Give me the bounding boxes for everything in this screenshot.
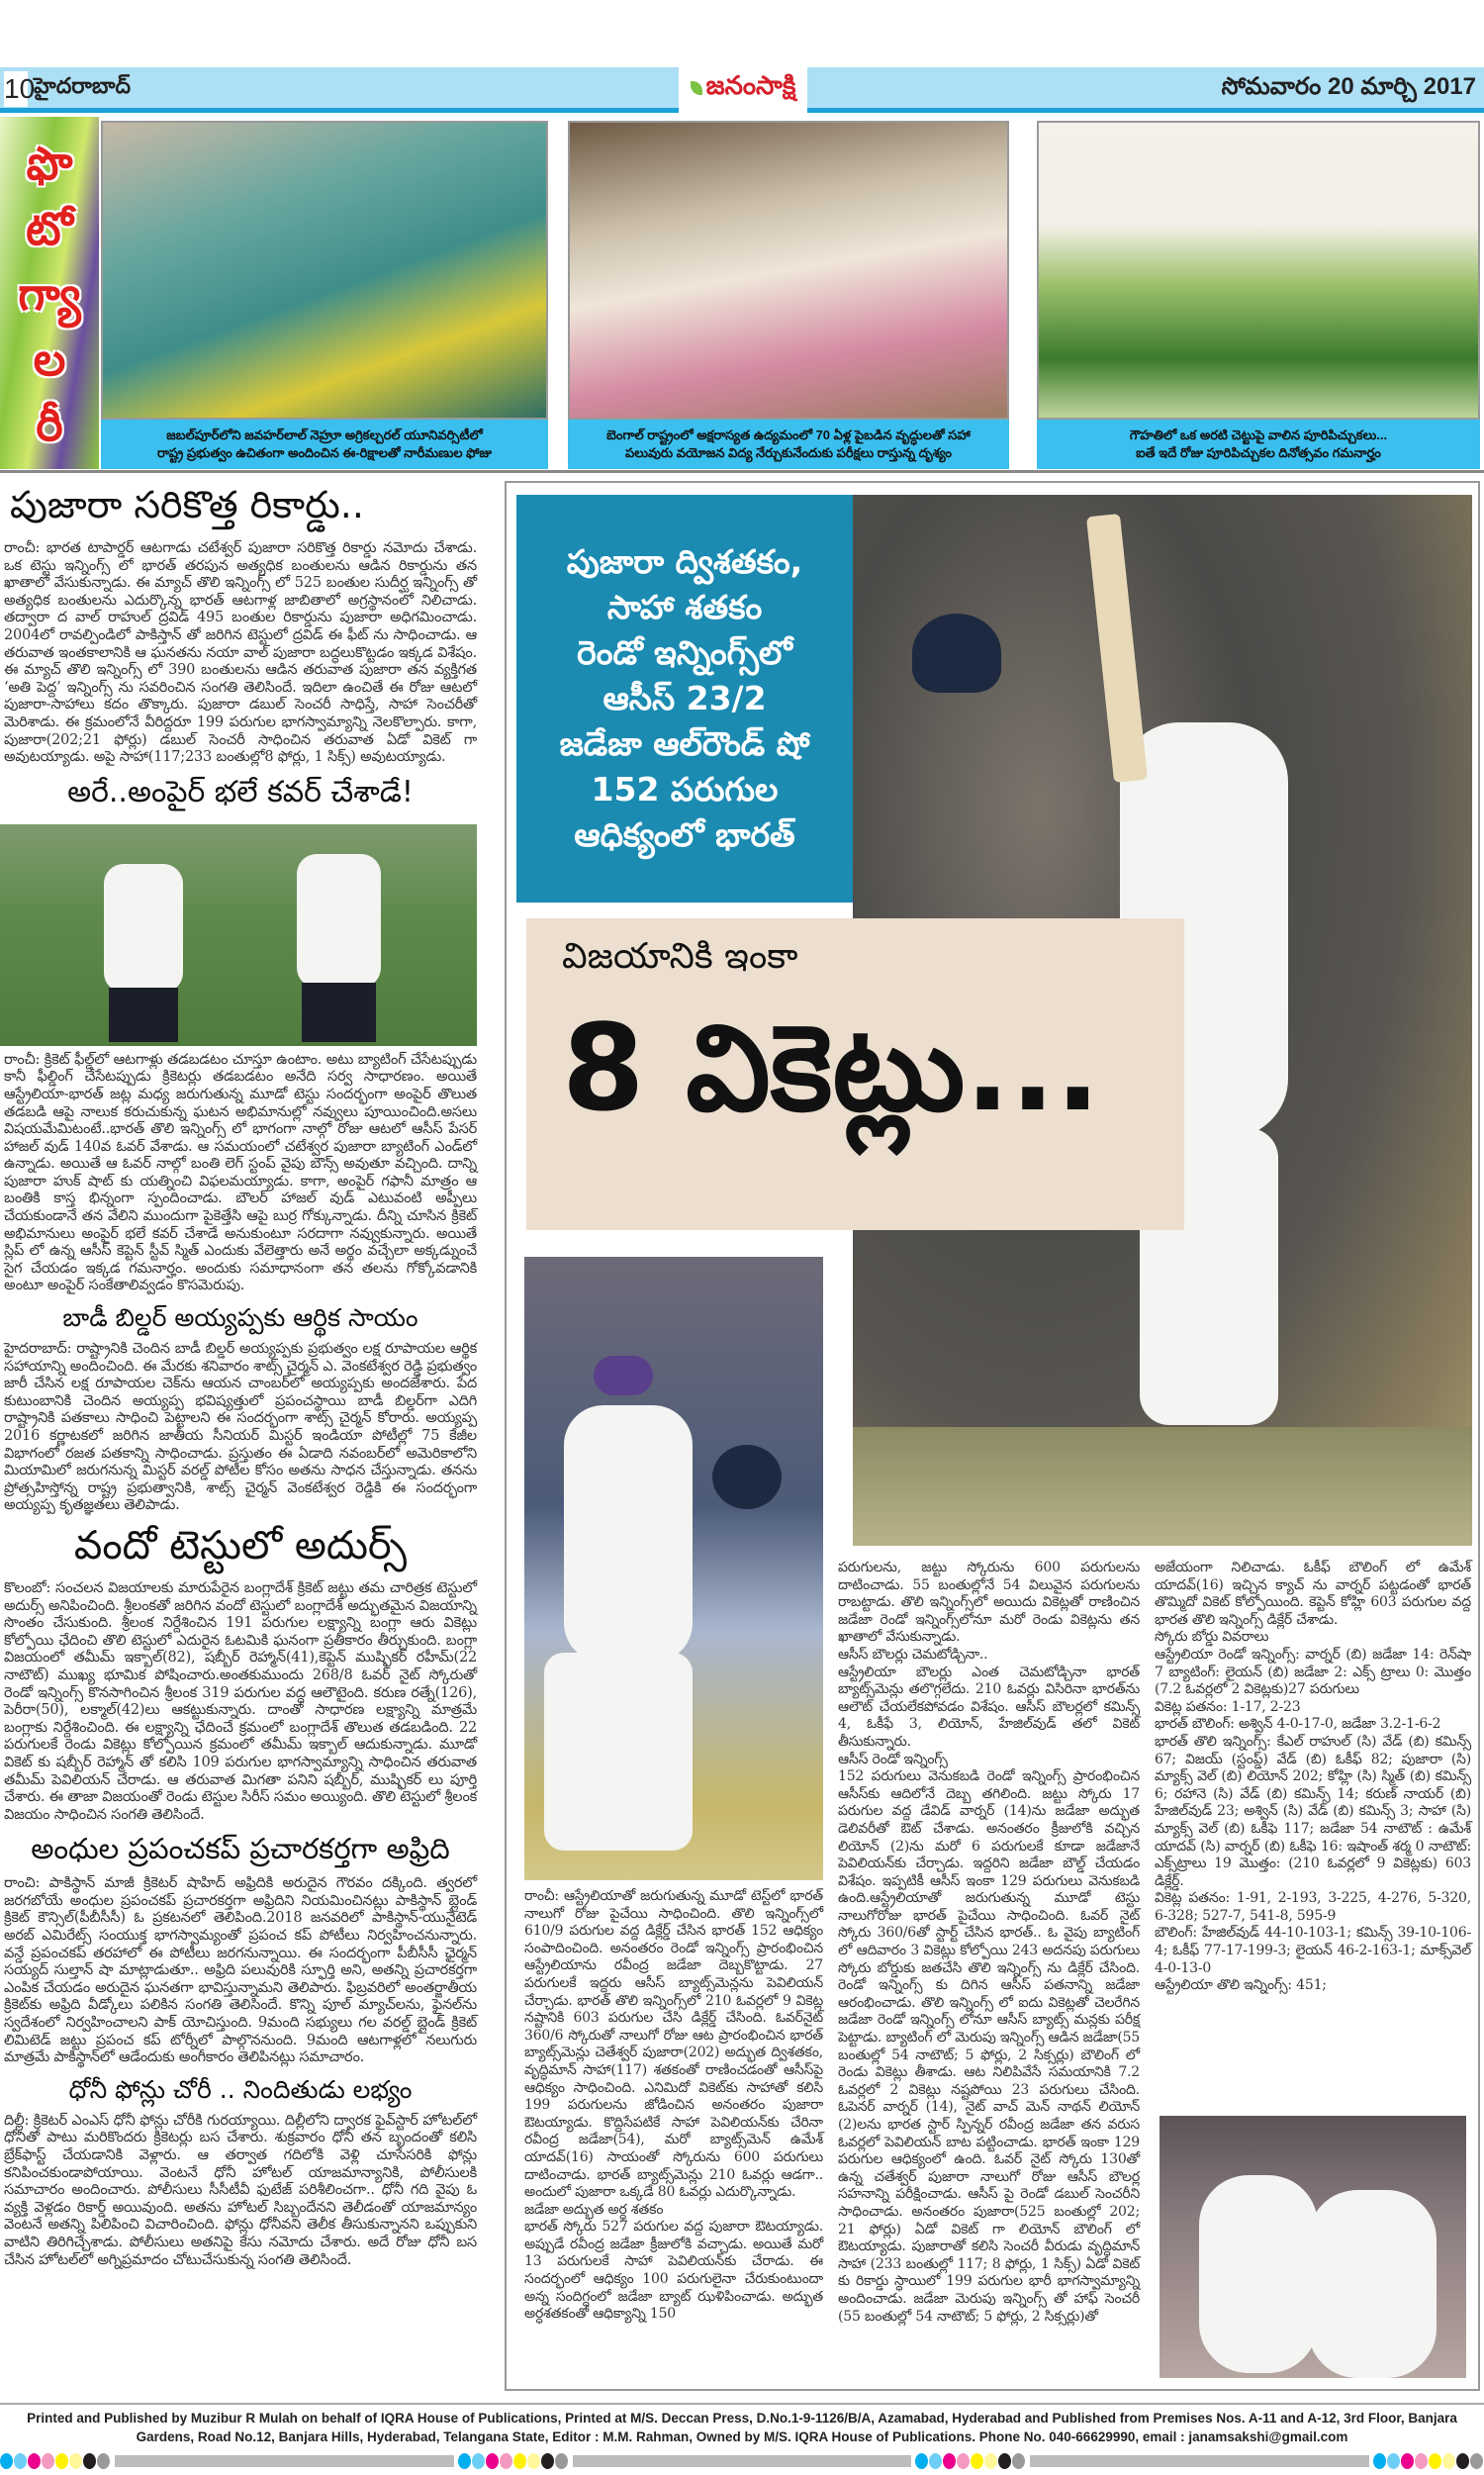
registration-dot (1415, 2453, 1428, 2469)
caption-line: ఐతే ఇదే రోజు పూరిపిచ్చుకల దినోత్సవం గమనార్హం (1136, 445, 1381, 460)
player-legs (544, 1653, 693, 1851)
helmet (912, 614, 1001, 693)
registration-dot (1456, 2453, 1469, 2469)
highlight-line: జడేజా ఆల్‌రౌండ్ షో (559, 724, 810, 763)
article-headline: అంధుల ప్రపంచకప్ ప్రచారకర్తగా అఫ్రిది (31, 1832, 450, 1866)
scorecard-line: భారత్ తొలి ఇన్నింగ్స్: కేఎల్ రాహుల్ (సి) వేడ్ (బి) కమిన్స్ 67; విజయ్ (స్టంప్డ్) వేడ్ (బి) ఓకీఫ్ 82; పుజారా (సి) మ్యాక్స్ వెల్ (బి) లియోన్ 202; కోహ్లి (సి) స్మిత్ (బి) కమిన్స్ 6; రహానె (సి) వేడ్ (బి) కమిన్స్ 14; కరుణ్ నాయర్ (బి) హేజిల్‌వుడ్ 23; అశ్విన్ (సి) వేడ్ (బి) కమిన్స్ 3; సాహా (సి) మ్యాక్స్ వెల్ (బి) ఓకీఫె 117; జడేజా 54 నాటౌట్ : ఉమేశ్ యాదవ్ (సి) వార్నర్ (బి) ఓకీఫె 16: ఇషాంత్ శర్మ 0 నాటౌట్: ఎక్స్‌ట్రాలు 19 మొత్తం: (210 ఓవర్లలో 9 వికెట్లకు) 603 డిక్లేర్డ్. (1155, 1733, 1471, 1889)
registration-dot (458, 2453, 471, 2469)
article-body: రాంచీ: క్రికెట్ ఫీల్డ్‌లో ఆటగాళ్లు తడబడటం చూస్తూ ఉంటాం. అటు బ్యాటింగ్ చేసేటప్పుడు కానీ ఫీల్డింగ్ చేసేటప్పుడు క్రికెటర్లు తడబడటం అనేది సర్వ సాధారణం. అయితే ఆస్ట్రేలియా-భారత్ జట్ల మధ్య జరుగుతున్న మూడో టెస్టు సందర్భంగా అంపైర్ తొలుత తడబడి ఆపై నాలుక కరుచుకున్న ఘటన అభిమానుల్లో నవ్వులు పూయించింది.అసలు విషయమేమిటంటే..భారత్ తొలి ఇన్నింగ్స్ లో భాగంగా నాల్గో రోజు ఆటలో ఆసీస్ పేసర్ హాజల్ వుడ్ 140వ ఓవర్ వేశాడు. ఆ సమయంలో చటేశ్వర పుజారా బ్యాటింగ్ ఎండ్‌లో ఉన్నాడు. అయితే ఆ ఓవర్ నాల్గో బంతి లెగ్ స్టంప్ వైపు బౌన్స్ అవుతూ వచ్చింది. దాన్ని పుజారా హుక్ షాట్ కు యత్నించి విఫలమయ్యాడు. కాగా, అంపైర్ గఫానీ మాత్రం ఆ బంతికి కాస్త భిన్నంగా స్పందించాడు. బౌలర్ హాజల్ వుడ్ ఎటువంటి అప్పీలు చేయకుండానే తన వేలిని ముందుగా పైకెత్తేసి ఆపై బుర్ర గోక్కున్నాడు. దీన్ని చూసిన క్రికెట్ అభిమానులు అంపైర్ భలే కవర్ చేశాడే అనుకుంటూ సరదాగా నవ్వుకున్నారు. అయితే స్లిప్ లో ఉన్న ఆసీస్ కెప్టెన్ స్టీవ్ స్మిత్ ఎందుకు వేలెత్తారు అనే అర్థం వచ్చేలా అక్కడ్నుంచే సైగ చేయడం ఇక్కడ గమనార్హం. అందుకు సమాధానంగా తన తలను గోక్కోవడానికి అంటూ అంపైర్ సంకేతాలివ్వడం కొసమెరుపు. (4, 1051, 477, 1294)
registration-dot (1470, 2453, 1483, 2469)
article-body: రాంచి: పాకిస్థాన్ మాజీ క్రికెటర్ షాహిద్ అఫ్రిదికి అరుదైన గౌరవం దక్కింది. త్వరలో జరగబోయే అంధుల ప్రపంచకప్ ప్రచారకర్తగా అఫ్రిదిని నియమించినట్లు పాకిస్థాన్ బ్లైండ్ క్రికెట్ కౌన్సిల్(పీబీసీసీ) ఓ ప్రకటనలో తెలిపింది.2018 జనవరిలో పాకిస్థాన్-యునైటెడ్ అరబ్ ఎమిరేట్స్ సంయుక్త భాగస్వామ్యంతో ప్రపంచ కప్ పోటీలు నిర్వహించనున్నారు. వన్డే ప్రపంచకప్ తరహాలో ఈ పోటీలు జరగనున్నాయి. ఈ సందర్భంగా పీబీసీసీ ఛైర్మన్ సయ్యద్ సుల్తాన్ షా మాట్లాడుతూ.. అఫ్రిది పలువురికి స్ఫూర్తి అని, అతన్ని ప్రచారకర్తగా ఎంపిక చేయడం అరుదైన ఘనతగా భావిస్తున్నామని తెలిపారు. ఫిబ్రవరిలో అంతర్జాతీయ క్రికెట్‌కు అఫ్రిది వీడ్కోలు పలికిన సంగతి తెలిసిందే. కొన్ని పూల్ మ్యాచ్‌లను, ఫైనల్‌ను స్వదేశంలో నిర్వహించాలని పాక్ యోచిస్తుంది. 9మంది సభ్యులు గల వరల్డ్ బ్లైండ్ క్రికెట్ లిమిటెడ్ జట్టు ప్రపంచ కప్ టోర్నీలో పాల్గొననుంది. 9మంది ఆటగాళ్లలో నలుగురు మాత్రమే పాకిస్థాన్‌లో ఆడేందుకు అంగీకారం తెలిపినట్లు సమాచారం. (4, 1875, 477, 2066)
gallery-label-char: టో (26, 203, 73, 254)
saha-century-photo (524, 1257, 823, 1880)
main-headline-kicker: విజయానికి ఇంకా (562, 936, 798, 977)
cricket-bat (1086, 514, 1148, 783)
gallery-caption (568, 420, 1009, 469)
newspaper-logo (679, 63, 807, 113)
scorecard-line: వికెట్ల పతనం: 1-17, 2-23 (1155, 1698, 1301, 1715)
article-headline: బాడీ బిల్డర్ అయ్యప్పకు ఆర్థిక సాయం (62, 1303, 418, 1333)
article-body: కొలంబో: సంచలన విజయాలకు మారుపేరైన బంగ్లాదేశ్ క్రికెట్ జట్టు తమ చారిత్రక టెస్టులో అదుర్స్ అనిపించింది. శ్రీలంకతో జరిగిన వందో టెస్టులో బంగ్లాదేశ్ అద్భుతమైన విజయాన్ని సొంతం చేసుకుంది. శ్రీలంక నిర్దేశించిన 191 పరుగుల లక్ష్యాన్ని బంగ్లా ఆరు వికెట్లు కోల్పోయి ఛేదించి తొలి టెస్టులో ఎదురైన ఓటమికి ఘనంగా ప్రతీకారం తీర్చుకుంది. బంగ్లా విజయంలో తమీమ్ ఇక్బాల్(82), షబ్బీర్ రెహ్మాన్(41),కెప్టెన్ ముష్ఫికర్ రహీమ్(22 నాటౌట్) ముఖ్య భూమిక పోషించారు.అంతకుముందు 268/8 ఓవర్ నైట్ స్కోరుతో రెండో ఇన్నింగ్స్ కొనసాగించిన శ్రీలంక 319 పరుగుల వద్ద ఆలౌటైంది. కరుణ రత్నే(126), పెరీరా(50), లక్మాల్(42)లు ఆకట్టుకున్నారు. దాంతో సాధారణ లక్ష్యాన్ని మాత్రమే బంగ్లాకు నిర్దేశించింది. ఈ లక్ష్యాన్ని ఛేదించే క్రమంలో బంగ్లాదేశ్ తొలుత తడబడింది. 22 పరుగులకే రెండు వికెట్లు కోల్పోయిన క్రమంలో తమీమ్ ఇక్బాల్ ఆదుకున్నాడు. మూడో వికెట్ కు షబ్బీర్ రెహ్మాన్ తో కలిసి 109 పరుగుల భాగస్వామ్యాన్ని సాధించిన తరువాత తమీమ్ పెవిలియన్ చేరాడు. ఆ తరువాత మిగతా పనిని షబ్బీర్, ముష్ఫికర్ లు పూర్తి చేశారు. ఈ తాజా విజయంతో రెండు టెస్టుల సిరీస్ సమం అయ్యింది. తొలి టెస్టులో శ్రీలంక విజయం సాధించిన సంగతి తెలిసిందే. (4, 1579, 477, 1823)
page-number: 10 (4, 71, 28, 107)
highlight-line: ఆసీస్ 23/2 (603, 679, 767, 717)
gallery-label-char: గ్యా (18, 268, 81, 320)
registration-dot (97, 2453, 110, 2469)
trousers (302, 983, 376, 1042)
story-paragraph: పరుగులను, జట్టు స్కోరును 600 పరుగులను దాటించాడు. 55 బంతుల్లోనే 54 విలువైన పరుగులను రాబట్టాడు. తొలి ఇన్నింగ్స్‌లో అయిదు వికెట్లతో రాణించిన జడేజా రెండో ఇన్నింగ్స్‌లోనూ మరో రెండు వికెట్లను తన ఖాతాలో వేసుకున్నాడు. (838, 1560, 1140, 1646)
scorecard-line: ఆస్ట్రేలియా తొలి ఇన్నింగ్స్: 451; (1155, 1977, 1327, 1994)
scorecard-title: స్కోరు బోర్డు వివరాలు (1155, 1629, 1269, 1646)
story-paragraph: అజేయంగా నిలిచాడు. ఓకీఫ్ బౌలింగ్ లో ఉమేశ్ యాదవ్(16) ఇచ్చిన క్యాచ్ ను వార్నర్ పట్టడంతో భారత్ తొమ్మిదో వికెట్ కోల్పోయింది. కెప్టెన్ కోహ్లి 603 పరుగుల వద్ద భారత తొలి ఇన్నింగ్స్ డిక్లేర్ చేశాడు. (1155, 1560, 1471, 1628)
scorecard-line: వికెట్ల పతనం: 1-91, 2-193, 3-225, 4-276, 5-320, 6-328; 527-7, 541-8, 595-9 (1155, 1890, 1471, 1924)
story-column-1 (524, 1888, 823, 2324)
main-story (505, 481, 1480, 2391)
caption-line: బెంగాల్ రాష్ట్రంలో అక్షరాస్యత ఉద్యమంలో 70 ఏళ్ల పైబడిన వృద్ధులతో సహా (606, 428, 971, 442)
registration-dot (83, 2453, 96, 2469)
caption-line: రాష్ట్ర ప్రభుత్వం ఉచితంగా అందించిన ఈ-రిక్షాలతో నారీమణుల ఫోజు (156, 445, 492, 460)
player-figure (1199, 2175, 1318, 2373)
registration-dot (1429, 2453, 1441, 2469)
registration-dot (1012, 2453, 1025, 2469)
story-subheading: ఆసీస్ బౌలర్లు చెమటోడ్చినా.. (838, 1646, 988, 1663)
registration-dot (500, 2453, 512, 2469)
umpire-figure (297, 854, 381, 988)
page-header (0, 67, 1484, 113)
registration-dot (929, 2453, 942, 2469)
article-headline: అరే..అంపైర్ భలే కవర్ చేశాడే! (67, 774, 414, 809)
story-subheading: ఆసీస్ రెండో ఇన్నింగ్స్ (838, 1751, 948, 1767)
registration-dot (1442, 2453, 1455, 2469)
gallery-label-char: ల (33, 333, 66, 385)
scorecard-line: బౌలింగ్: హేజిల్‌వుడ్ 44-10-103-1; కమిన్స్ 39-10-106-4; ఓకీఫ్ 77-17-199-3; లైయన్ 46-2-163-1; మాక్స్‌వెల్ 4-0-13-0 (1155, 1925, 1471, 1976)
story-paragraph: రాంచీ: ఆస్ట్రేలియాతో జరుగుతున్న మూడో టెస్ట్‌లో భారత్ నాలుగో రోజు పైచేయి సాధించింది. తొలి ఇన్నింగ్స్‌లో 610/9 పరుగుల వద్ద డిక్లేర్డ్ చేసిన భారత్ 152 ఆధిక్యం సంపాదించింది. అనంతరం రెండో ఇన్నింగ్స్ ప్రారంభించిన ఆస్ట్రేలియాను రవీంద్ర జడేజా దెబ్బకొట్టాడు. 27 పరుగులకే ఇద్దరు ఆసీస్ బ్యాట్స్‌మెన్లను పెవిలియన్ చేర్చాడు. భారత్ తొలి ఇన్నింగ్స్‌లో 210 ఓవర్లలో 9 వికెట్ల నష్టానికి 603 పరుగుల చేసి డిక్లేర్డ్ చేసింది. ఓవర్‌నైట్ 360/6 స్కోరుతో నాలుగో రోజు ఆట ప్రారంభించిన భారత్ బ్యాట్స్‌మెన్లు చెతేశ్వర్ పుజారా(202) అద్భుత ద్విశతకం, వృద్ధిమాన్ సాహా(117) శతకంతో రాణించడంతో ఆసీస్‌పై ఆధిక్యం సాధించింది. ఎనిమిదో వికెట్‌కు సాహాతో కలిసి 199 పరుగులను జోడించిన అనంతరం పుజారా ఔటయ్యాడు. కొద్దిసేపటికే సాహా పెవిలియన్‌కు చేరినా రవీంద్ర జడేజా(54), మరో బ్యాట్స్‌మెన్ ఉమేశ్ యాదవ్(16) సాయంతో స్కోరును 600 పరుగులు దాటించాడు. భారత్ బ్యాట్స్‌మెన్లు 210 ఓవర్లు ఆడగా.. అందులో పుజారా ఒక్కడే 80 ఓవర్లు ఎదుర్కొన్నాడు. (524, 1888, 823, 2201)
article-body: రాంచీ: భారత టాపార్డర్ ఆటగాడు చటేశ్వర్ పుజారా సరికొత్త రికార్డు నమోదు చేశాడు. ఒక టెస్టు ఇన్నింగ్స్ లో భారత్ తరపున అత్యధిక బంతులను ఆడిన రికార్డును తన ఖాతాలో వేసుకున్నాడు. ఈ మ్యాచ్ తొలి ఇన్నింగ్స్ లో 525 బంతుల సుదీర్ఘ ఇన్నింగ్స్ తో అత్యధిక బంతులను ఎదుర్కొన్న భారత్ ఆటగాళ్ల జాబితాలో అగ్రస్థానంలో నిలిచాడు. తద్వారా ద వాల్ రాహుల్ ద్రవిడ్ 495 బంతుల రికార్డును పుజారా అధిగమించాడు. 2004లో రావల్పిండిలో పాకిస్తాన్ తో జరిగిన టెస్టులో ద్రవిడ్ ఈ ఫీట్ ను సాధించాడు. ఆ తరువాత ఇంతకాలానికి ఆ ఘనతను నయా వాల్ పుజారా బద్ధలుకొట్టడం ఇక్కడ విశేషం. ఈ మ్యాచ్ తొలి ఇన్నింగ్స్ లో 390 బంతులను ఆడిన తరువాత పుజారా తన వ్యక్తిగత ‘అతి పెద్ద’ ఇన్నింగ్స్ ను సవరించిన సంగతి తెలిసిందే. ఇదిలా ఉంచితే ఈ రోజు ఆటలో పుజారా-సాహాలు కదం తొక్కారు. పుజారా డబుల్ సెంచరీ సాధిస్తే, సాహా సెంచరీతో మెరిశాడు. ఈ క్రమంలోనే వీరిద్దరూ 199 పరుగుల భాగస్వామ్యాన్ని నెలకొల్పారు. కాగా, పుజారా(202;21 ఫోర్లు) డబుల్ సెంచరీ సాధించిన తరువాత ఏడో వికెట్ గా అవుటయ్యాడు. అపై సాహా(117;233 బంతుల్లో8 ఫోర్లు, 1 సిక్స్) అవుటయ్యాడు. (4, 540, 477, 766)
logo-text: జనంసాక్షి (705, 69, 796, 100)
story-column-3 (1155, 1560, 1471, 1995)
registration-strip (1030, 2455, 1369, 2467)
registration-dot (28, 2453, 41, 2469)
gallery-photo-adult-education (568, 121, 1009, 420)
player-figure (564, 1405, 693, 1663)
registration-dot (998, 2453, 1011, 2469)
highlight-line: 152 పరుగుల (591, 770, 779, 809)
article-body: దిల్లీ: క్రికెటర్ ఎంఎస్ ధోనీ ఫోన్లు చోరీకి గురయ్యాయి. దిల్లీలోని ద్వారక ఫైవ్‌స్టార్ హోటల్‌లో ధోనీతో పాటు మరికొందరు క్రికెటర్లు బస చేశారు. శుక్రవారం ధోనీ తన బృందంతో కలిసి బ్రేక్‌ఫాస్ట్ చేయడానికి వెళ్లారు. ఆ తర్వాత గదిలోకి వెళ్లి చూసేసరికి ఫోన్లు కనిపించకుండాపోయాయి. వెంటనే ధోనీ హోటల్ యాజమాన్యానికి, పోలీసులకి సమాచారం అందించారు. పోలీసులు సీసీటీవీ ఫుటేజ్ పరిశీలించగా.. ధోనీ గది వైపు ఓ వ్యక్తి వెళ్లడం రికార్డ్ అయివుంది. అతను హోటల్ సిబ్బందేనని తెలీడంతో యాజమాన్యం వెంటనే అతన్ని పిలిపించి విచారించింది. ఫోన్లు ధోనీవని తెలీక తీసుకున్నానని ఒప్పుకుని వాటిని తిరిగిచ్చేశాడు. పోలీసులు అతనిపై కేసు నమోదు చేశారు. అదే రోజు ధోనీ బస చేసిన హోటల్‌లో అగ్నిప్రమాదం చోటుచేసుకున్న సంగతి తెలిసిందే. (4, 2112, 477, 2268)
player-figure (1308, 2190, 1437, 2378)
registration-strip (115, 2455, 454, 2467)
story-paragraph: భారత్ స్కోరు 527 పరుగుల వద్ద పుజారా ఔటయ్యాడు. అప్పుడే రవీంద్ర జడేజా క్రీజులోకి వచ్చాడు. అయితే మరో 13 పరుగులకే సాహా పెవిలియన్‌కు చేరాడు. ఈ సందర్భంలో ఆధిక్యం 100 పరుగులైనా చేరుకుంటుందా అన్న సందిగ్ధంలో జడేజా బ్యాట్ ఝళిపించాడు. అద్భుత అర్ధశతకంతో ఆధిక్యాన్ని 150 (524, 2219, 823, 2323)
registration-dot (984, 2453, 997, 2469)
registration-strip (573, 2455, 912, 2467)
photo-gallery (0, 117, 1484, 473)
highlight-line: సాహా శతకం (606, 588, 763, 626)
highlight-line: ఆధిక్యంలో భారత్ (574, 815, 795, 854)
gallery-caption (101, 420, 548, 469)
article-headline: పుజారా సరికొత్త రికార్డు.. (10, 483, 364, 526)
registration-dot (472, 2453, 485, 2469)
issue-date: సోమవారం 20 మార్చి 2017 (1221, 73, 1476, 100)
gallery-label-char: ఫొ (26, 138, 73, 189)
registration-dot (1387, 2453, 1400, 2469)
story-subheading: జడేజా అద్భుత అర్ధ శతకం (524, 2201, 664, 2218)
registration-dot (527, 2453, 540, 2469)
registration-dot (14, 2453, 27, 2469)
edition-city: హైదరాబాద్ (34, 73, 131, 98)
gallery-label (0, 117, 99, 469)
article-headline: వందో టెస్టులో అదుర్స్ (73, 1522, 408, 1569)
registration-dot (513, 2453, 526, 2469)
scorecard-line: ఆస్ట్రేలియా రెండో ఇన్నింగ్స్: వార్నర్ (బి) జడేజా 14: రెన్‌షా 7 బ్యాటింగ్: లైయన్ (బి) జడేజా 2: ఎక్స్ ట్రాలు 0: మొత్తం (7.2 ఓవర్లలో 2 వికెట్లకు)27 పరుగులు (1155, 1646, 1471, 1698)
main-headline-box (526, 918, 1184, 1230)
registration-dot (971, 2453, 983, 2469)
registration-dot (957, 2453, 970, 2469)
gallery-caption (1037, 420, 1480, 469)
left-column (4, 483, 477, 2269)
story-column-2 (838, 1560, 1140, 2326)
registration-dot (1401, 2453, 1414, 2469)
registration-dot (0, 2453, 13, 2469)
gallery-photo-sparrows (1037, 121, 1480, 420)
registration-color-bar (0, 2452, 1484, 2470)
highlights-box (516, 495, 853, 903)
registration-dot (943, 2453, 956, 2469)
scorecard-line: భారత్ బౌలింగ్: అశ్విన్ 4-0-17-0, జడేజా 3.2-1-6-2 (1155, 1716, 1441, 1733)
pitch (853, 1427, 1472, 1546)
caption-line: పలువురు వయోజన విద్య నేర్చుకునేందుకు పరీక్షలు రాస్తున్న దృశ్యం (624, 445, 952, 460)
article-headline: ధోనీ ఫోన్లు చోరీ .. నిందితుడు లభ్యం (68, 2074, 413, 2104)
highlight-line: రెండో ఇన్నింగ్స్‌లో (577, 633, 792, 672)
imprint-footer (0, 2403, 1484, 2446)
registration-dot (541, 2453, 554, 2469)
trousers (109, 988, 178, 1042)
caption-line: జబల్‌పూర్‌లోని జవహర్‌లాల్ నెహ్రూ అగ్రికల్చరల్ యూనివర్సిటీలో (166, 428, 483, 442)
gallery-label-char: రీ (36, 399, 63, 450)
registration-dot (486, 2453, 499, 2469)
gallery-photo-e-rickshaws (101, 121, 548, 420)
registration-dot (915, 2453, 928, 2469)
helmet (712, 1445, 782, 1509)
story-paragraph: ఆస్ట్రేలియా బౌలర్లు ఎంత చెమటోడ్చినా భారత్ బ్యాట్స్‌మెన్లు తలొగ్గలేదు. 210 ఓవర్లు విసిరినా భారత్‌ను ఆలౌట్ చేయలేకపోవడం విశేషం. ఆసీస్ బౌలర్లలో కమిన్స్ 4, ఓకీఫే 3, లియోన్, హేజిల్‌వుడ్ తలో వికెట్ తీసుకున్నారు. (838, 1664, 1140, 1750)
umpire-photo (0, 824, 477, 1046)
jadeja-celebration-photo (1159, 2116, 1466, 2378)
imprint-text: Printed and Published by Muzibur R Mulah on behalf of IQRA House of Publications, Printed at M/S. Deccan Press, D.No.1-9-1126/B/A, Azamabad, Hyderabad and Published from Premises Nos. A-11 and A-12, 3rd Floor, Banjara Gardens, Road No.12, Banjara Hills, Hyderabad, Telangana State, Editor : M.M. Rahman, Owned by M/S. IQRA House of Publications. Phone No. 040-66629990, email : janamsakshi@gmail.com (27, 2411, 1457, 2444)
registration-dot (69, 2453, 82, 2469)
leaf-icon (691, 81, 702, 95)
umpire-figure (104, 864, 183, 993)
headband (594, 1356, 653, 1395)
caption-line: గౌహతిలో ఒక అరటి చెట్టుపై వాలిన పూరిపిచ్చుకలు... (1129, 428, 1388, 442)
registration-dot (555, 2453, 568, 2469)
registration-dot (42, 2453, 54, 2469)
registration-dot (1373, 2453, 1386, 2469)
registration-dot (55, 2453, 68, 2469)
article-body: హైదరాబాద్: రాష్ట్రానికి చెందిన బాడీ బిల్డర్ అయ్యప్పకు ప్రభుత్వం లక్ష రూపాయల ఆర్థిక సహాయాన్ని అందించింది. ఈ మేరకు శనివారం శాట్స్ చైర్మన్ ఎ. వెంకటేశ్వర రెడ్డి ప్రభుత్వం జారీ చేసిన లక్ష రూపాయల చెక్‌ను ఆయన చాంబర్‌లో అయ్యప్పకు అందజేశారు. పేద కుటుంబానికి చెందిన అయ్యప్ప భవిష్యత్తులో ప్రపంచస్థాయి బాడీ బిల్డర్‌గా ఎదిగి రాష్ట్రానికి పతకాలు సాధించి పెట్టాలని ఈ సందర్భంగా శాట్స్ చైర్మన్ కోరారు. అయ్యప్ప 2016 కర్ణాటకలో జరిగిన జాతీయ సీనియర్ మిస్టర్ ఇండియా పోటీల్లో 75 కేజీల విభాగంలో రజత పతకాన్ని సాధించాడు. ప్రస్తుతం ఈ ఏడాది నవంబర్‌లో అమెరికాలోని మియామిలో జరుగనున్న మిస్టర్ వరల్డ్ పోటీల కోసం అతను సాధన చేస్తున్నాడు. తనను ప్రోత్సహిస్తోన్న రాష్ట్ర ప్రభుత్వానికి, శాట్స్ చైర్మన్ వెంకటేశ్వర రెడ్డికి ఈ సందర్భంగా అయ్యప్ప కృతజ్ఞతలు తెలిపాడు. (4, 1341, 477, 1514)
main-headline: 8 వికెట్లు... (562, 1000, 1101, 1138)
story-paragraph: 152 పరుగులు వెనుకబడి రెండో ఇన్నింగ్స్ ప్రారంభించిన ఆసీస్‌కు ఆదిలోనే దెబ్బ తగిలింది. జట్టు స్కోరు 17 పరుగుల వద్ద డేవిడ్ వార్నర్ (14)ను జడేజా అద్భుత డెలివరీతో ఔట్ చేశాడు. అనంతరం క్రీజులోకి వచ్చిన లియోన్ (2)ను మరో 6 పరుగులకే కూడా జడేజానే పెవిలియన్‌కు చేర్చాడు. ఇద్దరిని జడేజా బౌల్డ్ చేయడం విశేషం. ఇప్పటికీ ఆసీస్ ఇంకా 129 పరుగులు వెనుకబడి ఉంది.ఆస్ట్రేలియాతో జరుగుతున్న మూడో టెస్టు నాలుగోరోజు భారత్ పైచేయి సాధించింది. ఓవర్ నైట్ స్కోరు 360/6తో స్టార్ట్ చేసిన భారత్.. ఓ వైపు బ్యాటింగ్ లో ఆదివారం 3 వికెట్లు కోల్పోయి 243 అదనపు పరుగులు స్కోరు బోర్డుకు జతచేసి తొలి ఇన్నింగ్స్ ను డిక్లేర్ చేసింది. రెండో ఇన్నింగ్స్ కు దిగిన ఆసీస్ పతనాన్ని జడేజా ఆరంభించాడు. తొలి ఇన్నింగ్స్ లో ఐదు వికెట్లతో చెలరేగిన జడేజా రెండో ఇన్నింగ్స్ లోనూ ఆసీస్ బ్యాట్స్ మన్లకు పరీక్ష పెట్టాడు. బ్యాటింగ్ లో మెరుపు ఇన్నింగ్స్ ఆడిన జడేజా(55 బంతుల్లో 54 నాటౌట్; 5 ఫోర్లు, 2 సిక్సర్లు) బౌలింగ్ లో రెండు వికెట్లు తీశాడు. ఆట నిలిపివేసే సమయానికి 7.2 ఓవర్లలో 2 వికెట్లు నష్టపోయి 23 పరుగులు చేసింది. ఓపెనర్ వార్నర్ (14), నైట్ వాచ్ మెన్ నాథన్ లియోన్ (2)లను భారత స్టార్ స్పిన్నర్ రవీంద్ర జడేజా తన వరుస ఓవర్లలో పెవిలియన్ బాట పట్టించాడు. భారత్ ఇంకా 129 పరుగుల ఆధిక్యంలో ఉంది. ఓవర్ నైట్ స్కోరు 130తో ఉన్న చతేశ్వర్ పుజారా నాలుగో రోజు ఆసీస్ బౌలర్ల సహనాన్ని పరీక్షించాడు. ఆసీస్ పై రెండో డబుల్ సెంచరీని సాధించాడు. అనంతరం పుజారా(525 బంతుల్లో 202; 21 ఫోర్లు) ఏడో వికెట్ గా లియోన్ బౌలింగ్ లో ఔటయ్యాడు. పుజారాతో కలిసి సెంచరీ వీరుడు వృద్ధిమాన్ సాహా (233 బంతుల్లో 117; 8 ఫోర్లు, 1 సిక్స్) ఏడో వికెట్ కు రికార్డు స్థాయిలో 199 పరుగుల భారీ భాగస్వామ్యాన్ని అందించాడు. జడేజా మెరుపు ఇన్నింగ్స్ తో హాఫ్ సెంచరీ (55 బంతుల్లో 54 నాటౌట్; 5 ఫోర్లు, 2 సిక్సర్లు)తో (838, 1768, 1140, 2325)
highlight-line: పుజారా ద్విశతకం, (566, 542, 803, 581)
